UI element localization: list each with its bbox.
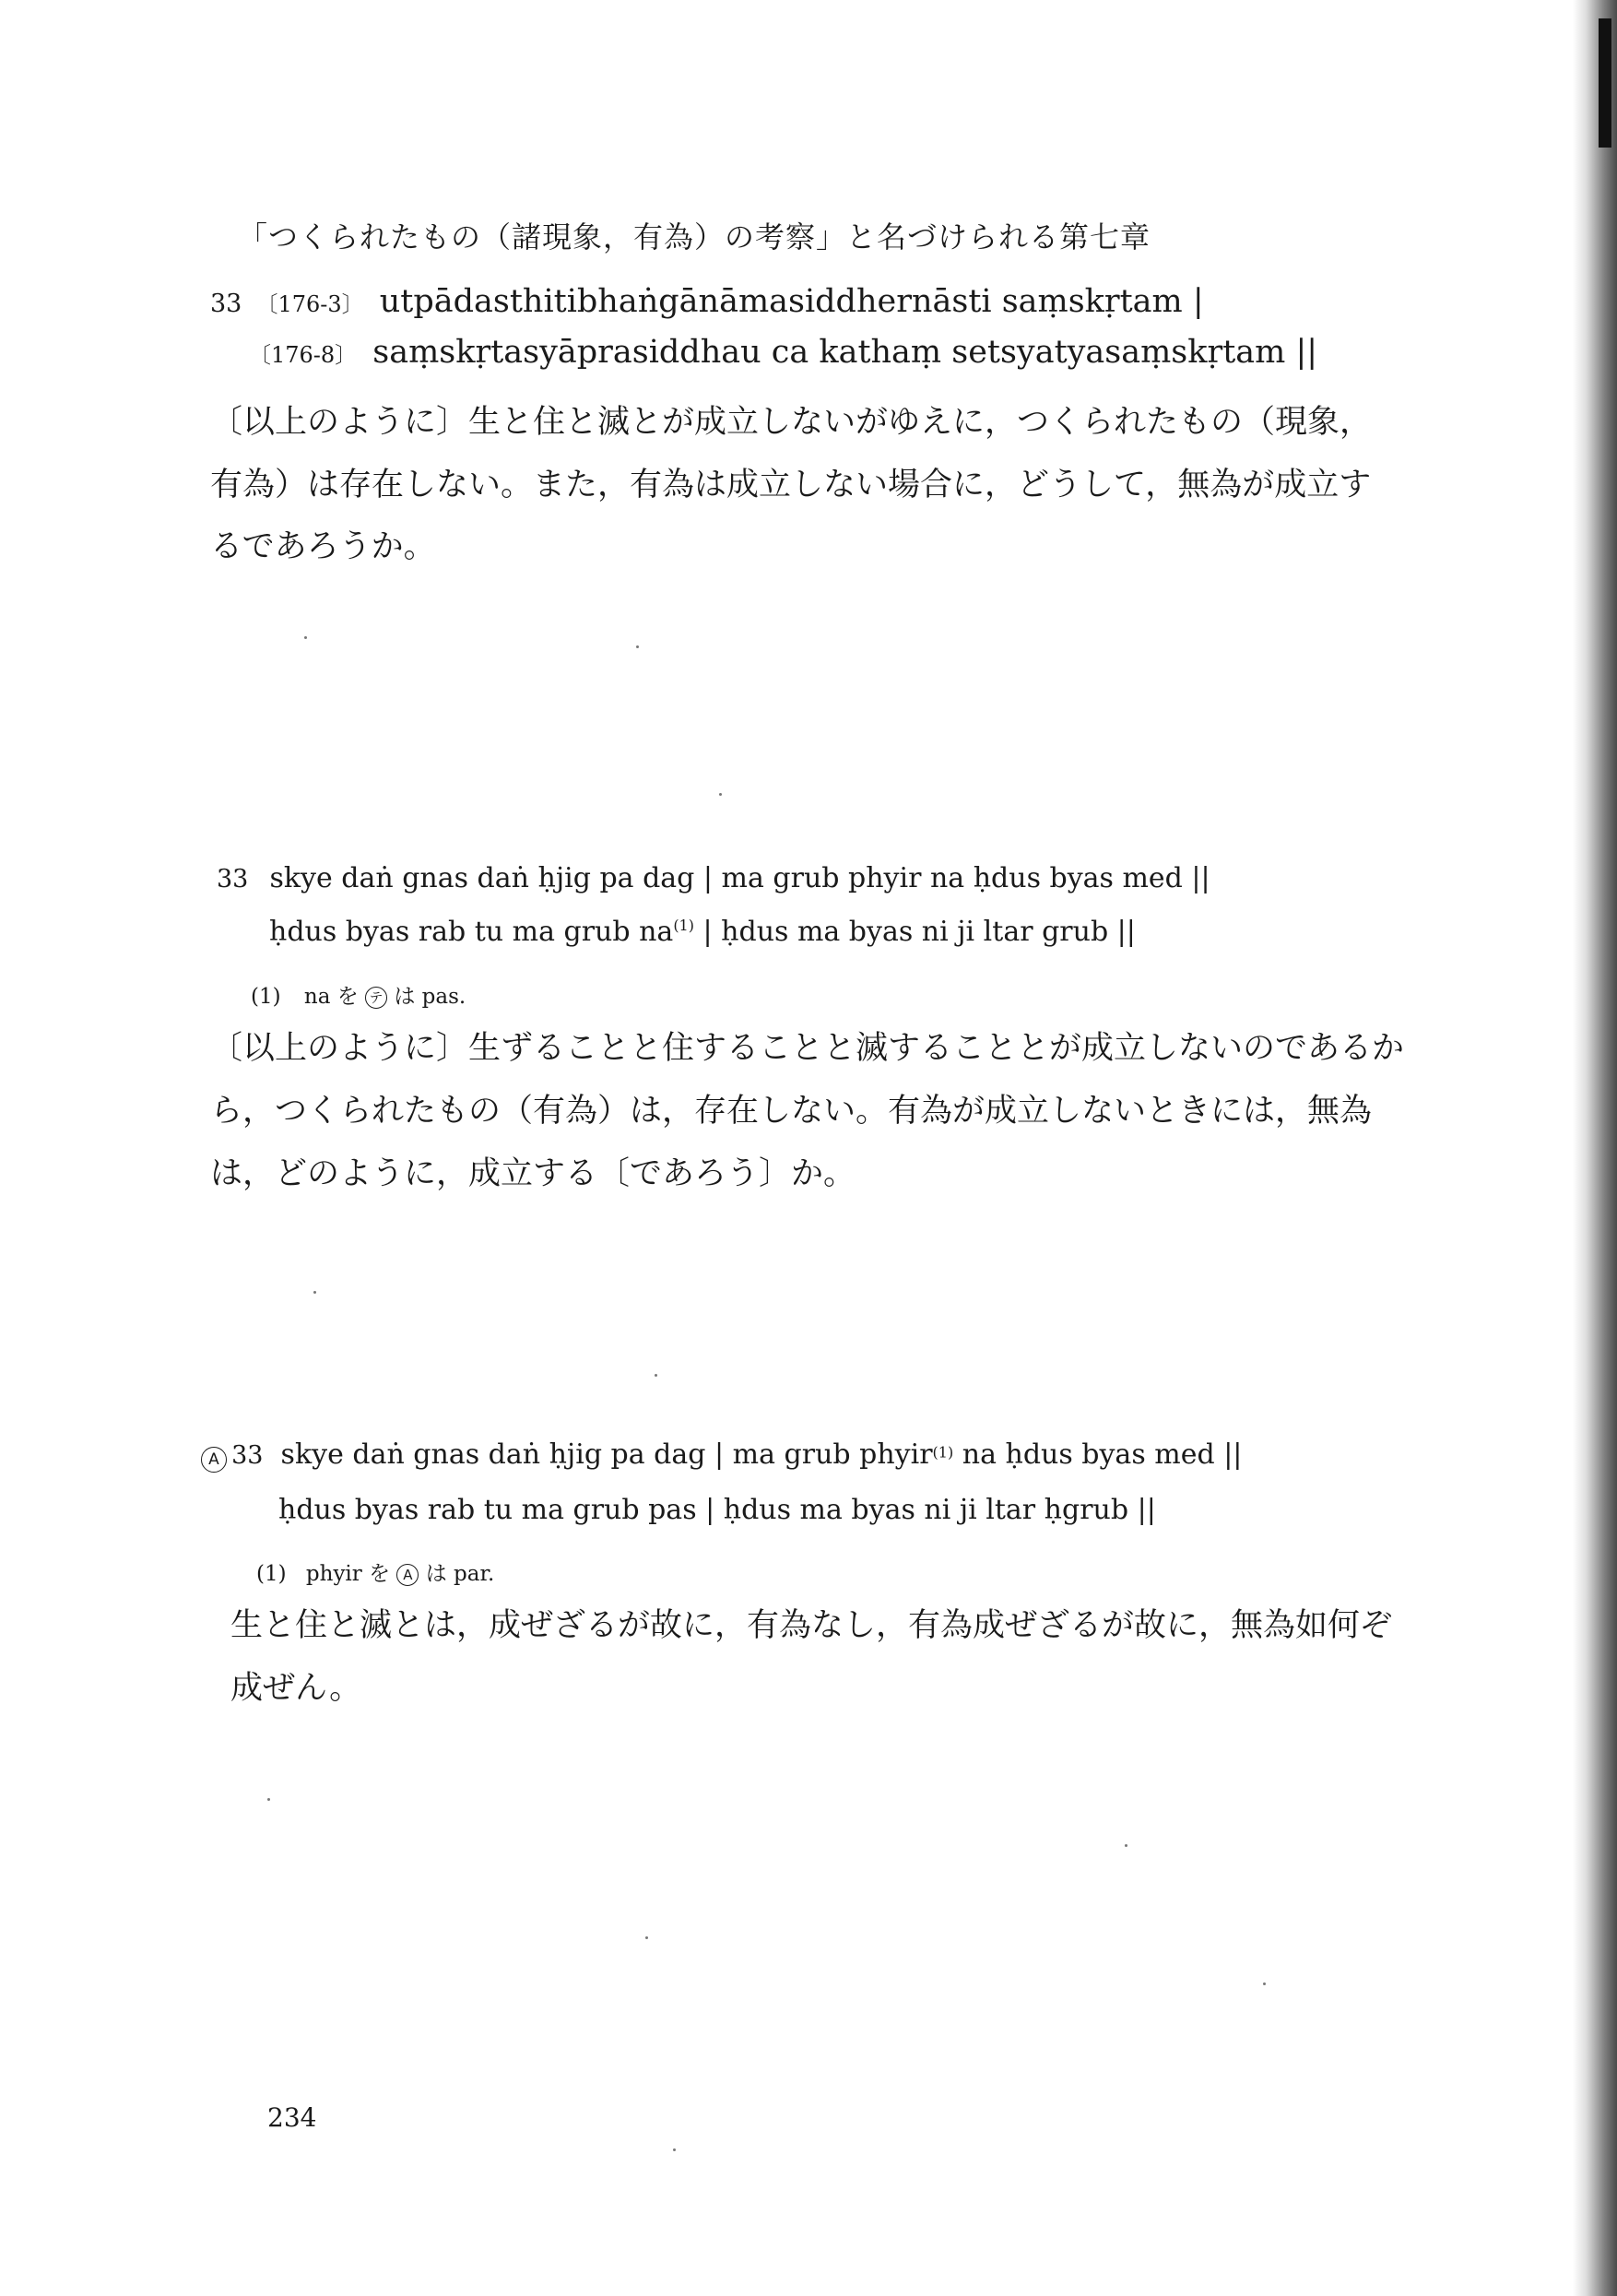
sanskrit-line2-text: saṃskṛtasyāprasiddhau ca kathaṃ setsyatyasaṃskṛtam || <box>372 334 1318 371</box>
tibetan-footnote <box>251 979 466 1010</box>
tibetan-translation-line-3: は，どのように，成立する〔であろう〕か。 <box>210 1155 856 1192</box>
scan-speck <box>719 793 722 796</box>
scan-speck <box>1125 1844 1127 1847</box>
tibetan-footnote-number: (1) <box>251 985 281 1009</box>
akutobhaya-line1-footnote-mark: (1) <box>932 1443 954 1462</box>
tibetan-line2-post: | ḥdus ma byas ni ji ltar grub || <box>693 916 1136 948</box>
tibetan-verse-line-2 <box>269 916 1136 948</box>
akutobhaya-line1-post: na ḥdus byas med || <box>953 1438 1243 1471</box>
akutobhaya-line1-pre: skye daṅ gnas daṅ ḥjig pa dag | ma grub phyir <box>280 1438 933 1471</box>
sanskrit-verse-line-2 <box>249 334 1317 371</box>
tibetan-translation-line-1: 〔以上のように〕生ずることと住することと滅することとが成立しないのであるか <box>210 1030 1405 1067</box>
sanskrit-line2-ref: 〔176-8〕 <box>249 342 358 368</box>
scan-speck <box>673 2148 676 2151</box>
scan-speck <box>636 645 639 648</box>
tibetan-verse-number: 33 <box>217 865 249 894</box>
scan-speck <box>267 1798 270 1801</box>
chinese-reading-line-2: 成ぜん。 <box>230 1670 362 1707</box>
tibetan-translation-line-2: ら，つくられたもの（有為）は，存在しない。有為が成立しないときには，無為 <box>210 1093 1373 1130</box>
akutobhaya-footnote <box>256 1556 494 1587</box>
tibetan-line1-text: skye daṅ gnas daṅ ḥjig pa dag | ma grub phyir na ḥdus byas med || <box>269 862 1210 894</box>
sanskrit-verse-line-1 <box>210 283 1204 320</box>
akutobhaya-verse-line-1 <box>201 1438 1242 1473</box>
sanskrit-translation-line-3: るであろうか。 <box>210 528 436 565</box>
tibetan-footnote-post: は pas. <box>394 985 466 1009</box>
page-number: 234 <box>267 2102 317 2133</box>
book-binding-shadow <box>1573 0 1617 2296</box>
edition-mark-icon: A <box>396 1564 419 1586</box>
tibetan-line2-pre: ḥdus byas rab tu ma grub na <box>269 916 674 948</box>
binding-edge-mark <box>1599 18 1611 148</box>
akutobhaya-verse-line-2: ḥdus byas rab tu ma grub pas | ḥdus ma byas ni ji ltar ḥgrub || <box>278 1494 1156 1526</box>
tibetan-verse-line-1 <box>217 862 1210 894</box>
edition-mark-icon: テ <box>365 987 387 1009</box>
scan-speck <box>645 1936 648 1939</box>
sanskrit-translation-line-2: 有為）は存在しない。また，有為は成立しない場合に，どうして，無為が成立す <box>210 467 1372 503</box>
akutobhaya-footnote-post: は par. <box>425 1562 495 1586</box>
chinese-reading-line-1: 生と住と滅とは，成ぜざるが故に，有為なし，有為成ぜざるが故に，無為如何ぞ <box>230 1607 1393 1644</box>
sanskrit-translation-line-1: 〔以上のように〕生と住と滅とが成立しないがゆえに，つくられたもの（現象， <box>210 404 1373 441</box>
sanskrit-verse-number: 33 <box>210 290 242 318</box>
scan-speck <box>313 1291 316 1294</box>
scan-speck <box>655 1374 657 1377</box>
akutobhaya-footnote-pre: phyir を <box>305 1562 391 1586</box>
akutobhaya-verse-number: 33 <box>231 1441 264 1470</box>
akutobhaya-footnote-number: (1) <box>256 1562 287 1586</box>
chapter-heading: 「つくられたもの（諸現象，有為）の考察」と名づけられる第七章 <box>238 219 1151 254</box>
scan-speck <box>304 636 307 639</box>
tibetan-footnote-pre: na を <box>303 985 359 1009</box>
sanskrit-line1-ref: 〔176-3〕 <box>255 291 364 317</box>
akutobhaya-mark-icon: A <box>201 1447 227 1473</box>
scan-speck <box>1263 1982 1266 1985</box>
tibetan-line2-footnote-mark: (1) <box>673 917 694 934</box>
sanskrit-line1-text: utpādasthitibhaṅgānāmasiddhernāsti saṃskṛtam | <box>379 283 1204 320</box>
